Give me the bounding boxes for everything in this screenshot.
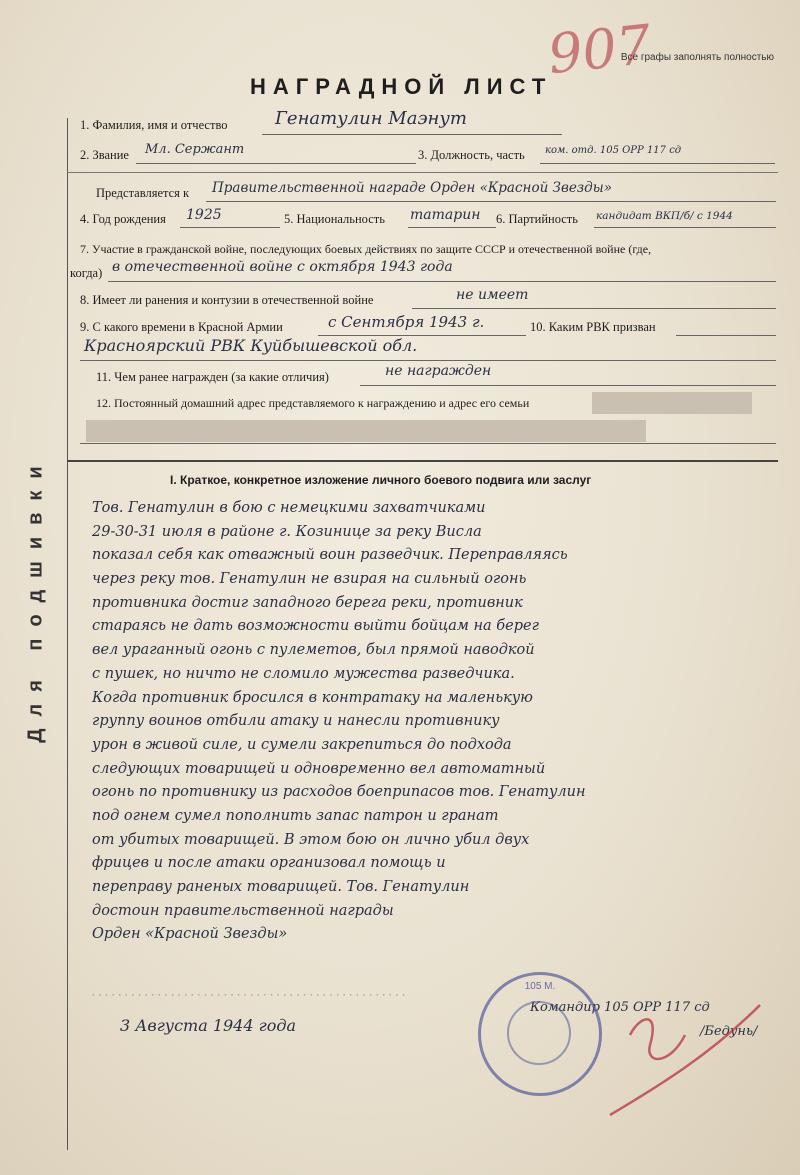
field-8-value: не имеет	[456, 287, 529, 303]
field-8-label: 8. Имеет ли ранения и контузии в отечественной войне	[80, 293, 374, 307]
narrative-line: с пушек, но ничто не сломило мужества разведчика.	[92, 665, 515, 682]
field-12-label: 12. Постоянный домашний адрес представляемого к награждению и адрес его семьи	[96, 396, 530, 410]
signature-date: 3 Августа 1944 года	[120, 1016, 297, 1035]
field-7-value: в отечественной войне с октября 1943 года	[112, 259, 453, 275]
field-3-value: ком. отд. 105 ОРР 117 сд	[545, 145, 682, 156]
binding-margin-line	[67, 118, 68, 1150]
narrative-line: Когда противник бросился в контратаку на маленькую	[92, 689, 533, 706]
narrative-line: переправу раненых товарищей. Тов. Генатулин	[92, 879, 470, 895]
narrative-line: огонь по противнику из расходов боеприпасов тов. Генатулин	[92, 784, 586, 801]
represented-value: Правительственной награде Орден «Красной Звезды»	[212, 180, 612, 196]
field-7-label: 7. Участие в гражданской войне, последующих боевых действиях по защите СССР и отечественной войне (где,	[80, 242, 652, 256]
narrative-line: от убитых товарищей. В этом бою он лично убил двух	[92, 831, 530, 848]
field-1-value: Генатулин Маэнут	[275, 108, 467, 129]
field-9-label: 9. С какого времени в Красной Армии	[80, 320, 283, 334]
field-4-label: 4. Год рождения	[80, 212, 166, 226]
narrative-line: вел ураганный огонь с пулеметов, был прямой наводкой	[92, 642, 535, 659]
signature-name: /Бедунь/	[700, 1024, 758, 1039]
narrative-line: противника достиг западного берега реки, противник	[92, 594, 523, 611]
instruction-note: Все графы заполнять полностью	[620, 52, 774, 63]
field-2-value: Мл. Сержант	[145, 142, 245, 157]
field-10-value: Красноярский РВК Куйбышевской обл.	[84, 336, 418, 355]
narrative-block	[92, 497, 792, 947]
divider-1	[67, 172, 778, 173]
stamp-inner-ring	[507, 1001, 571, 1065]
narrative-line: через реку тов. Генатулин не взирая на сильный огонь	[92, 571, 527, 588]
field-7-underline	[108, 281, 776, 282]
field-5-label: 5. Национальность	[284, 212, 385, 226]
stamp-text: 105 М.	[524, 981, 556, 992]
field-1-underline	[262, 134, 562, 135]
narrative-line: Тов. Генатулин в бою с немецкими захватчиками	[92, 500, 486, 516]
narrative-line: следующих товарищей и одновременно вел автоматный	[92, 760, 546, 777]
field-5-underline	[408, 227, 496, 228]
side-label-text: Для подшивки	[24, 453, 47, 743]
represented-label: Представляется к	[96, 186, 190, 200]
narrative-line: под огнем сумел пополнить запас патрон и гранат	[92, 807, 499, 824]
redacted-address-a	[592, 392, 752, 414]
field-10-underline-a	[676, 335, 776, 336]
field-7-label-cont: когда)	[70, 266, 103, 280]
field-10-underline-b	[80, 360, 776, 361]
field-3-underline	[540, 163, 775, 164]
narrative-line: урон в живой силе, и сумели закрепиться до подхода	[92, 736, 512, 753]
field-11-label: 11. Чем ранее награжден (за какие отличия)	[96, 370, 329, 384]
narrative-line: группу воинов отбили атаку и нанесли противнику	[92, 713, 500, 730]
signature-title: Командир 105 ОРР 117 сд	[530, 1000, 710, 1015]
narrative-line: достоин правительственной награды	[92, 902, 394, 919]
field-4-value: 1925	[186, 207, 222, 223]
field-12-underline	[80, 443, 776, 444]
field-3-label: 3. Должность, часть	[418, 148, 525, 162]
narrative-line: показал себя как отважный воин разведчик. Переправляясь	[92, 547, 568, 564]
narrative-line: 29-30-31 июля в районе г. Козинице за реку Висла	[92, 523, 482, 540]
binding-side-label	[14, 408, 58, 788]
narrative-line: Орден «Красной Звезды»	[92, 926, 288, 943]
red-number-mark: 907	[544, 12, 655, 87]
document-title: НАГРАДНОЙ ЛИСТ	[250, 74, 553, 99]
field-2-underline	[136, 163, 416, 164]
field-11-underline	[360, 385, 776, 386]
field-5-value: татарин	[410, 207, 481, 223]
narrative-line: стараясь не дать возможности выйти бойцам на берег	[92, 618, 539, 635]
field-6-value: кандидат ВКП/б/ с 1944	[596, 210, 733, 222]
field-6-underline	[594, 227, 776, 228]
official-stamp	[478, 972, 602, 1096]
section-divider	[67, 460, 778, 462]
narrative-line: фрицев и после атаки организовал помощь и	[92, 855, 446, 872]
field-10-label: 10. Каким РВК призван	[530, 320, 656, 334]
field-8-underline	[412, 308, 776, 309]
bleed-through-text: ................................................	[90, 990, 407, 1002]
field-6-label: 6. Партийность	[496, 212, 578, 226]
field-1-label: 1. Фамилия, имя и отчество	[80, 118, 228, 132]
field-11-value: не награжден	[385, 363, 492, 379]
redacted-address-b	[86, 420, 646, 442]
represented-underline	[206, 201, 776, 202]
section-title: I. Краткое, конкретное изложение личного боевого подвига или заслуг	[170, 473, 592, 487]
field-4-underline	[180, 227, 280, 228]
field-2-label: 2. Звание	[80, 148, 129, 162]
red-resolution-mark	[600, 975, 770, 1125]
field-9-value: с Сентября 1943 г.	[328, 313, 485, 331]
